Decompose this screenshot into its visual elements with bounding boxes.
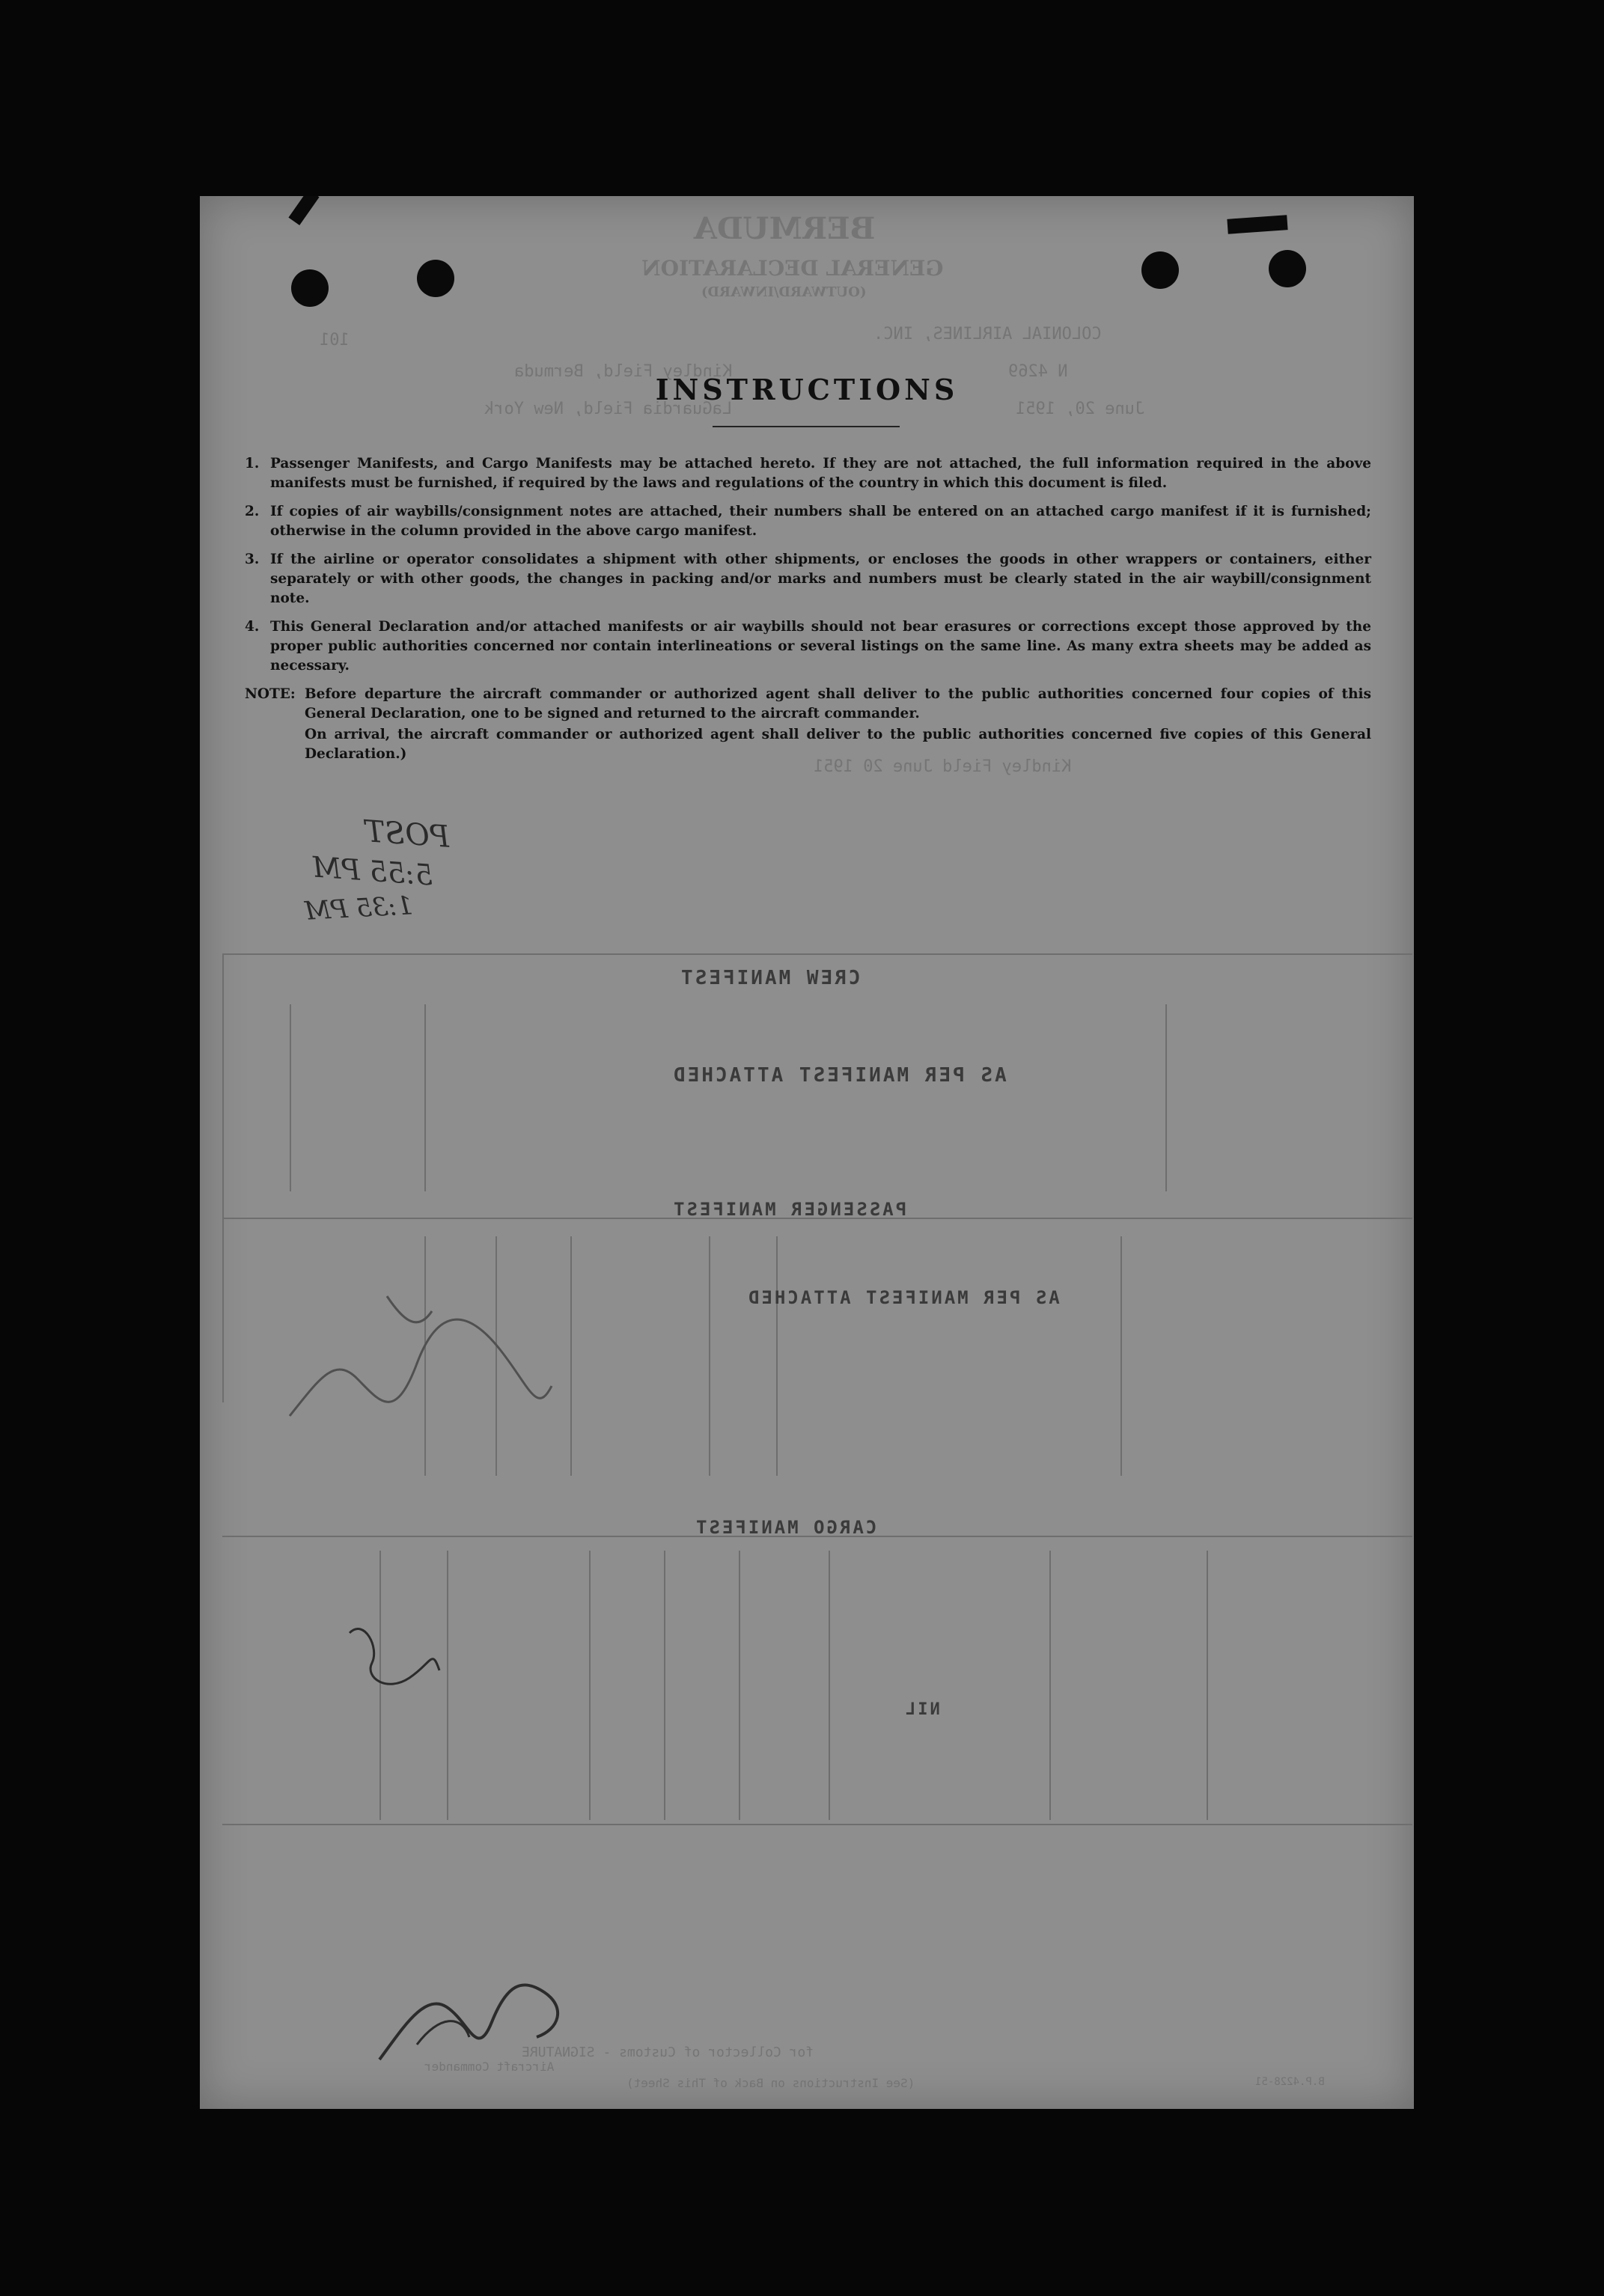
ghost-passenger-as-per: AS PER MANIFEST ATTACHED [746, 1287, 1060, 1308]
ghost-passenger-manifest: PASSENGER MANIFEST [671, 1199, 907, 1220]
instruction-text: This General Declaration and/or attached manifests or air waybills should not bear erasures or corrections except those approved by the proper public authorities concerned nor contain interlineations or several listings on the same line. As many extra sheets may be added as necessary. [270, 619, 1371, 674]
cargo-box-bottom [222, 1824, 1412, 1825]
ghost-header-general: GENERAL DECLARATION [641, 256, 944, 281]
cargo-div-7 [1049, 1551, 1051, 1820]
ghost-nil: NIL [903, 1700, 940, 1719]
cargo-div-5 [739, 1551, 740, 1820]
instructions-title: INSTRUCTIONS [655, 373, 959, 406]
ghost-crew-manifest: CREW MANIFEST [679, 967, 861, 989]
instruction-item-2 [245, 502, 1371, 541]
note-label: NOTE: [245, 686, 296, 702]
black-tab-mark [1227, 215, 1287, 234]
ghost-commander: Aircraft Commander [424, 2060, 555, 2074]
instruction-text: If the airline or operator consolidates a shipment with other shipments, or encloses the goods in other wrappers or containers, either separately or with other goods, the changes in packing and/or marks and numbers must be clearly stated in the air waybill/consignment note. [270, 552, 1371, 606]
cargo-div-3 [589, 1551, 591, 1820]
instruction-number: 4. [245, 619, 260, 635]
instruction-number: 1. [245, 456, 260, 471]
punch-hole-right-1 [1141, 251, 1179, 289]
ghost-operator: COLONIAL AIRLINES, INC. [873, 325, 1102, 344]
ghost-flight-no: 101 [320, 331, 350, 349]
ghost-cargo-manifest: CARGO MANIFEST [694, 1517, 877, 1538]
ink-scribble-cargo [342, 1618, 447, 1708]
instructions-body [245, 454, 1371, 764]
note-body [305, 685, 1371, 764]
passenger-div-5 [776, 1236, 778, 1476]
ghost-aircraft: N 4269 [1008, 362, 1068, 381]
ghost-date: June 20, 1951 [1016, 400, 1145, 418]
ghost-to-field: LaGuardia Field, New York [484, 400, 733, 418]
signature-scribble [372, 1962, 567, 2074]
crew-divider-3 [1165, 1004, 1167, 1191]
ghost-arrival: Kindley Field June 20 1951 [814, 757, 1072, 776]
cargo-div-8 [1207, 1551, 1208, 1820]
crew-box-left [222, 953, 224, 1402]
crew-divider-2 [424, 1004, 426, 1191]
passenger-div-4 [709, 1236, 710, 1476]
ghost-header-bermuda: BERMUDA [694, 211, 876, 246]
crew-box-top [222, 953, 1412, 955]
ink-scribble-passenger [275, 1266, 559, 1461]
note-departure: Before departure the aircraft commander or authorized agent shall deliver to the public authorities concerned four copies of this General Declaration, one to be signed and returned to the aircraft commander. [305, 686, 1371, 721]
ghost-collector: for Collector of Customs - SIGNATURE [522, 2045, 814, 2060]
instruction-item-1 [245, 454, 1371, 493]
punch-hole-left-1 [291, 269, 329, 307]
instruction-text: Passenger Manifests, and Cargo Manifests may be attached hereto. If they are not attached, the full information required in the above manifests must be furnished, if required by the laws and regulations of the country in which this document is filed. [270, 456, 1371, 491]
ghost-header-outward: (OUTWARD/INWARD) [701, 284, 867, 300]
note-block [245, 685, 1371, 764]
cargo-div-4 [664, 1551, 665, 1820]
instruction-text: If copies of air waybills/consignment notes are attached, their numbers shall be entered on an attached cargo manifest if it is furnished; otherwise in the column provided in the above cargo manifest. [270, 504, 1371, 539]
ghost-footer-see: (See Instructions on Back of This Sheet) [626, 2076, 915, 2090]
cargo-div-6 [829, 1551, 830, 1820]
title-underline [713, 426, 900, 427]
handwritten-post: POST [363, 814, 451, 855]
cargo-div-2 [447, 1551, 448, 1820]
corner-mark [288, 196, 319, 225]
declaration-sheet [200, 196, 1414, 2109]
handwritten-time-2: 1:35 PM [304, 891, 414, 926]
instruction-number: 2. [245, 504, 260, 519]
ghost-form-no: B.P.4228-51 [1255, 2076, 1325, 2088]
ghost-crew-as-per: AS PER MANIFEST ATTACHED [671, 1064, 1007, 1087]
note-arrival: On arrival, the aircraft commander or authorized agent shall deliver to the public authorities concerned five copies of this General Declaration.) [305, 727, 1371, 762]
handwritten-post-time: 5:55 PM [311, 850, 435, 892]
instruction-item-4 [245, 617, 1371, 676]
instruction-number: 3. [245, 552, 260, 567]
passenger-div-6 [1120, 1236, 1122, 1476]
instruction-item-3 [245, 550, 1371, 608]
punch-hole-left-2 [417, 260, 454, 297]
ghost-from-field: Kindley Field, Bermuda [514, 362, 733, 381]
punch-hole-right-2 [1269, 250, 1306, 287]
passenger-div-3 [570, 1236, 572, 1476]
crew-divider-1 [290, 1004, 291, 1191]
